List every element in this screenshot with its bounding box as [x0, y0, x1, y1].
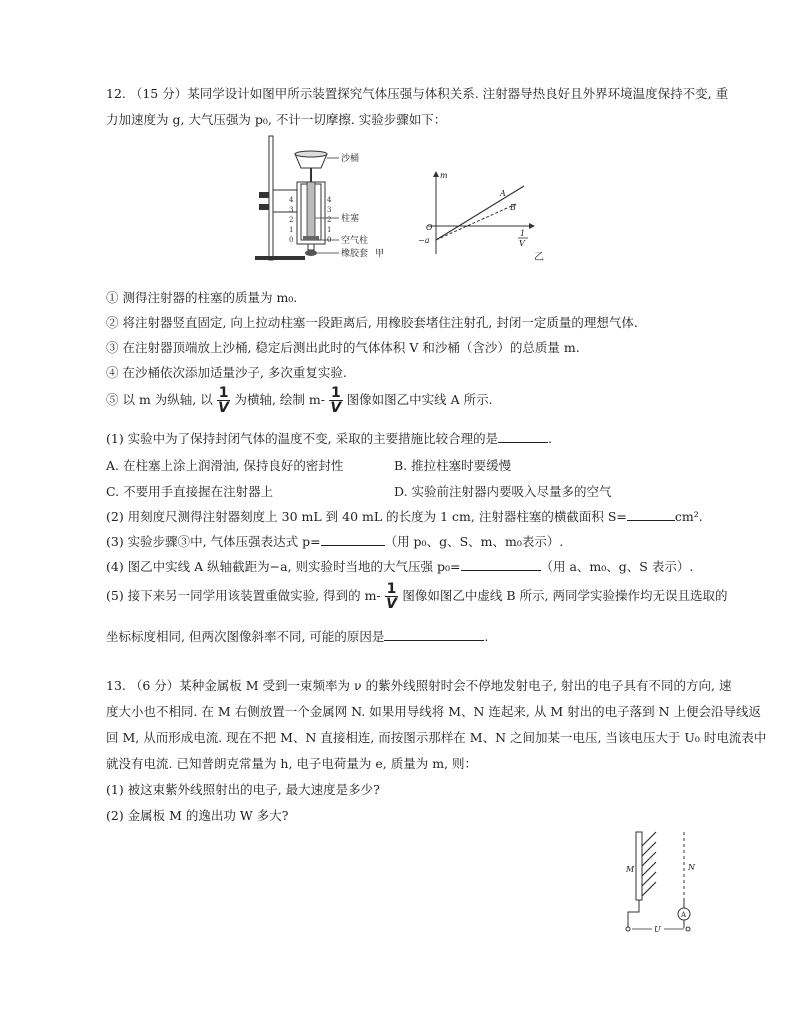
scale-mark: 4 — [289, 196, 294, 204]
fraction-num: 1 — [218, 385, 229, 401]
scale-mark: 1 — [327, 226, 332, 234]
q12-step4: ④ 在沙桶依次添加适量沙子, 多次重复实验. — [106, 365, 347, 380]
label-plunger: 柱塞 — [341, 214, 360, 224]
q12-sub2 — [106, 508, 703, 525]
clamp-knob-bottom — [259, 204, 269, 210]
label-rubber-cap: 橡胶套 — [341, 249, 369, 259]
fraction-den: V — [218, 400, 230, 416]
answer-blank[interactable] — [461, 558, 541, 571]
figure-circuit — [612, 826, 708, 938]
sub4-text: (4) 图乙中实线 A 纵轴截距为−a, 则实验时当地的大气压强 p₀= — [106, 559, 461, 574]
terminal-right — [686, 927, 690, 931]
sub5-line2-text: 坐标标度相同, 但两次图像斜率不同, 可能的原因是 — [106, 629, 385, 644]
answer-blank[interactable] — [627, 508, 675, 521]
y-axis-label: m — [440, 171, 448, 180]
q12-step2: ② 将注射器竖直固定, 向上拉动柱塞一段距离后, 用橡胶套堵住注射孔, 封闭一定质量的理想气体. — [106, 315, 638, 330]
fraction-one-over-v — [217, 386, 231, 415]
answer-blank[interactable] — [321, 533, 385, 546]
stand-base — [255, 256, 305, 260]
fraction-num: 1 — [386, 581, 397, 597]
scale-mark: 1 — [289, 226, 294, 234]
scale-mark: 0 — [327, 236, 332, 244]
step5-part-c: 图像如图乙中实线 A 所示. — [346, 392, 493, 407]
x-axis-label-den: V — [519, 239, 525, 248]
origin-label: O — [426, 223, 433, 232]
rubber-cap — [305, 250, 317, 256]
plunger-head — [303, 236, 319, 240]
sub3-text: (3) 实验步骤③中, 气体压强表达式 p= — [106, 534, 321, 549]
q12-sub5-line2 — [106, 628, 488, 645]
option-a: A. 在柱塞上涂上润滑油, 保持良好的密封性 — [106, 458, 344, 473]
label-air-column: 空气柱 — [341, 236, 369, 246]
q12-sub4 — [106, 558, 693, 575]
intercept-label: −a — [418, 236, 430, 245]
terminal-left — [626, 927, 630, 931]
figure-jia-apparatus — [255, 132, 395, 262]
label-figure-jia: 甲 — [375, 249, 385, 259]
sub2-text: (2) 用刻度尺测得注射器刻度上 30 mL 到 40 mL 的长度为 1 cm, 注射器柱塞的横截面积 S= — [106, 509, 627, 524]
q13-line3: 回 M, 从而形成电流. 现在不把 M、N 直接相连, 而按图示那样在 M、N 之间加某一电压, 当该电压大于 U₀ 时电流表中 — [106, 730, 767, 745]
q13-sub1: (1) 被这束紫外线照射出的电子, 最大速度是多少? — [106, 782, 380, 797]
scale-mark: 4 — [327, 196, 332, 204]
q13-line1: 13. （6 分）某种金属板 M 受到一束频率为 ν 的紫外线照射时会不停地发射电子, 射出的电子具有不同的方向, 速 — [106, 678, 732, 693]
line-b-label: B — [510, 203, 516, 212]
syringe-tip — [308, 244, 314, 250]
label-m: M — [626, 865, 635, 874]
scale-mark: 0 — [289, 236, 294, 244]
stand-rod — [269, 136, 273, 260]
label-u: U — [654, 925, 661, 934]
option-c: C. 不要用手直接握在注射器上 — [106, 484, 274, 499]
label-figure-yi: 乙 — [534, 252, 544, 262]
q12-sub5 — [106, 582, 728, 611]
answer-blank[interactable] — [498, 430, 548, 443]
line-a-label: A — [500, 189, 506, 198]
step5-part-a: ⑤ 以 m 为纵轴, 以 — [106, 392, 213, 407]
scale-mark: 2 — [327, 216, 332, 224]
label-sand-bucket: 沙桶 — [341, 154, 360, 164]
scale-mark: 2 — [289, 216, 294, 224]
clamp-knob-top — [259, 192, 269, 198]
sub2-end: cm². — [674, 509, 703, 524]
x-axis-label-num: 1 — [520, 229, 526, 238]
sub5-part-b: 图像如图乙中虚线 B 所示, 两同学实验操作均无误且选取的 — [402, 588, 728, 603]
solid-line-a — [436, 186, 524, 240]
sub3-end: （用 p₀、g、S、m、m₀表示）. — [384, 534, 564, 549]
q12-step5 — [106, 386, 493, 415]
fraction-num: 1 — [330, 385, 341, 401]
bucket-rim — [295, 151, 327, 157]
sub5-part-a: (5) 接下来另一同学用该装置重做实验, 得到的 m- — [106, 588, 381, 603]
q12-step3: ③ 在注射器顶端放上沙桶, 稳定后测出此时的气体体积 V 和沙桶（含沙）的总质量 m. — [106, 340, 580, 355]
q13-line4: 就没有电流. 已知普朗克常量为 h, 电子电荷量为 e, 质量为 m, 则： — [106, 756, 478, 771]
q12-sub3 — [106, 533, 563, 550]
option-d: D. 实验前注射器内要吸入尽量多的空气 — [394, 484, 612, 499]
sub4-end: （用 a、m₀、g、S 表示）. — [540, 559, 694, 574]
sub1-end: . — [548, 431, 553, 446]
answer-blank[interactable] — [384, 628, 484, 641]
step5-part-b: 为横轴, 绘制 m- — [234, 392, 325, 407]
q12-intro-line2: 力加速度为 g, 大气压强为 p₀, 不计一切摩擦. 实验步骤如下： — [106, 112, 447, 127]
q12-intro-line1: 12. （15 分）某同学设计如图甲所示装置探究气体压强与体积关系. 注射器导热良好且外界环境温度保持不变, 重 — [106, 86, 729, 101]
fraction-one-over-v — [385, 582, 399, 611]
label-ammeter: A — [681, 911, 687, 919]
fraction-den: V — [330, 400, 342, 416]
sub1-text: (1) 实验中为了保持封闭气体的温度不变, 采取的主要措施比较合理的是 — [106, 431, 499, 446]
wire-left — [628, 900, 639, 928]
q12-sub1 — [106, 430, 552, 447]
plunger — [307, 182, 315, 238]
q13-sub2: (2) 金属板 M 的逸出功 W 多大? — [106, 808, 289, 823]
q12-step1: ① 测得注射器的柱塞的质量为 m₀. — [106, 290, 298, 305]
dashed-line-b — [436, 204, 516, 240]
q13-line2: 度大小也不相同. 在 M 右侧放置一个金属网 N. 如果用导线将 M、N 连起来, 从 M 射出的电子落到 N 上便会沿导线返 — [106, 704, 762, 719]
fraction-one-over-v — [329, 386, 343, 415]
metal-plate-m — [636, 832, 642, 900]
option-b: B. 推拉柱塞时要缓慢 — [394, 458, 512, 473]
sub5-end: . — [484, 629, 489, 644]
figure-yi-graph — [416, 168, 550, 262]
scale-mark: 3 — [327, 206, 332, 214]
scale-mark: 3 — [289, 206, 294, 214]
fraction-den: V — [386, 596, 397, 612]
label-n: N — [688, 863, 695, 872]
uv-hatching — [642, 832, 656, 896]
